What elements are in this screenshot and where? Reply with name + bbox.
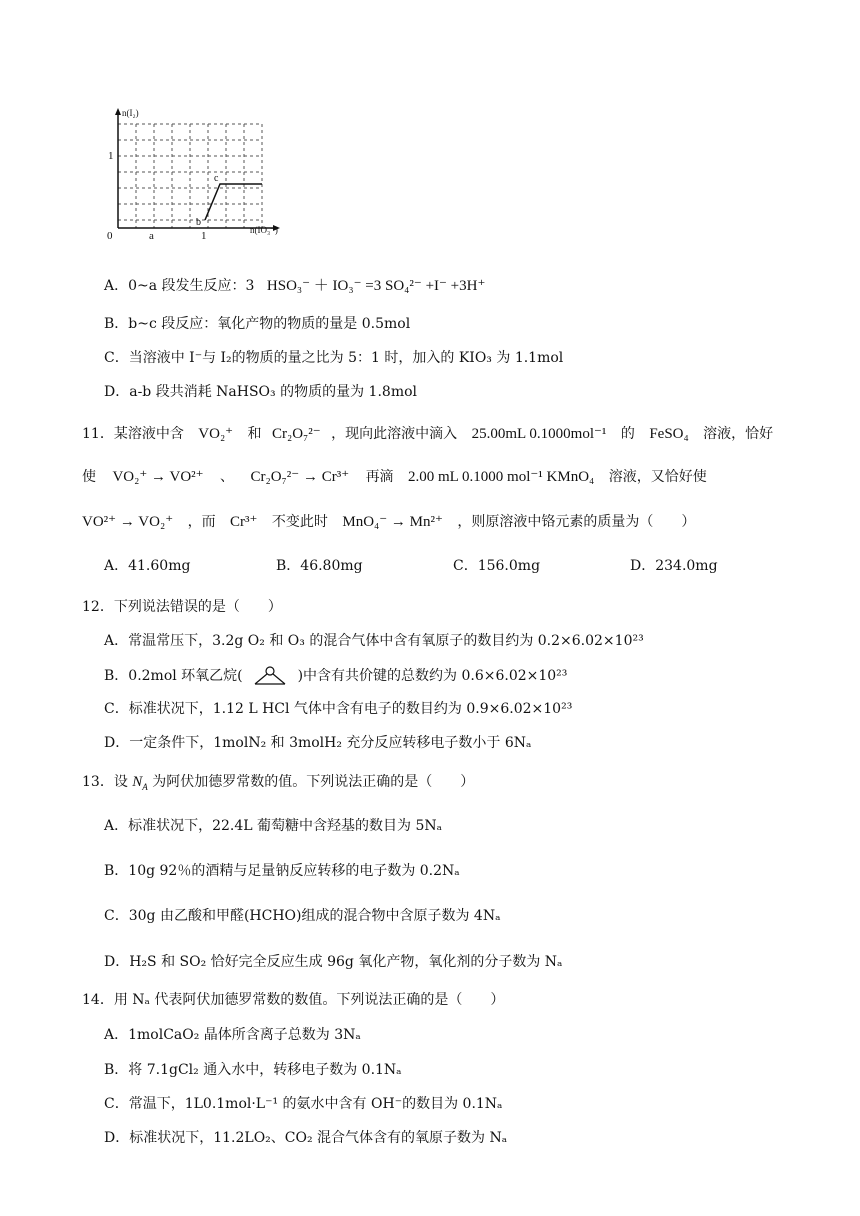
q11-text: 不变此时 [271, 514, 328, 530]
q13-option-a: A．标准状况下，22.4L 葡萄糖中含羟基的数目为 5Nₐ [104, 818, 443, 834]
q10-option-a-prefix: A．0~a 段发生反应：3 [104, 278, 255, 294]
q11-option-c: C．156.0mg [453, 558, 541, 574]
q11-option-a: A．41.60mg [104, 558, 191, 574]
q14-option-b: B．将 7.1gCl₂ 通入水中，转移电子数为 0.1Nₐ [104, 1062, 402, 1078]
q11-text: ，现向此溶液中滴入 [331, 426, 458, 442]
q11-text: 使 [82, 469, 96, 485]
q11-reaction-cr2o7-to-cr: Cr₂O₇²⁻ → Cr³⁺ [250, 469, 350, 485]
q11-stem-line1 [82, 425, 773, 443]
q11-reaction-mno4-to-mn: MnO₄⁻ → Mn²⁺ [342, 514, 443, 530]
q11-text: 的 [620, 426, 635, 442]
q10-option-b: B．b~c 段反应：氧化产物的物质的量是 0.5mol [104, 316, 411, 332]
epoxyethane-structure-icon [249, 665, 291, 687]
q11-text: 、 [220, 469, 235, 485]
q13-na-symbol: $N_A$ [132, 774, 148, 792]
q11-text: 溶液，恰好 [703, 426, 774, 442]
q11-option-b: B．46.80mg [276, 558, 363, 574]
x-tick-1: 1 [201, 230, 207, 242]
q12-option-b-text: )中含有共价键的总数约为 0.6×6.02×10²³ [297, 668, 568, 684]
q11-cr2o7: Cr₂O₇²⁻ [272, 426, 321, 442]
q11-text: 再滴 [365, 469, 394, 485]
q12-option-a: A．常温常压下，3.2g O₂ 和 O₃ 的混合气体中含有氧原子的数目约为 0.2×6.02×10²³ [104, 633, 644, 649]
y-axis-arrow [115, 108, 121, 115]
q10-option-c: C．当溶液中 I⁻与 I₂的物质的量之比为 5：1 时，加入的 KIO₃ 为 1.1mol [104, 350, 564, 366]
q12-option-c: C．标准状况下，1.12 L HCl 气体中含有电子的数目约为 0.9×6.02×10²³ [104, 701, 573, 717]
q12-stem: 12．下列说法错误的是（ ） [82, 599, 282, 615]
q13-stem [82, 773, 474, 791]
q11-reaction-vo2-to-vo: VO₂⁺ → VO²⁺ [112, 469, 204, 485]
q11-reaction-vo-to-vo2: VO²⁺ → VO₂⁺ [82, 514, 174, 530]
q12-option-b-text: B．0.2mol 环氧乙烷( [104, 668, 243, 684]
q14-option-a: A．1molCaO₂ 晶体所含离子总数为 3Nₐ [104, 1027, 361, 1043]
q13-option-c: C．30g 由乙酸和甲醛(HCHO)组成的混合物中含原子数为 4Nₐ [104, 908, 501, 924]
q11-vo2plus: VO₂⁺ [198, 426, 234, 442]
q14-stem: 14．用 Nₐ 代表阿伏加德罗常数的数值。下列说法正确的是（ ） [82, 992, 505, 1008]
q10-option-a-equation: HSO₃⁻ ＋ IO₃⁻ =3 SO₄²⁻ +I⁻ +3H⁺ [266, 278, 486, 294]
q13-option-d: D．H₂S 和 SO₂ 恰好完全反应生成 96g 氧化产物，氧化剂的分子数为 Nₐ [104, 954, 563, 970]
q14-option-c: C．常温下，1L0.1mol·L⁻¹ 的氨水中含有 OH⁻的数目为 0.1Nₐ [104, 1096, 503, 1112]
point-b-label: b [196, 217, 201, 228]
q14-option-d: D．标准状况下，11.2LO₂、CO₂ 混合气体含有的氧原子数为 Nₐ [104, 1130, 508, 1146]
q13-option-b: B．10g 92％的酒精与足量钠反应转移的电子数为 0.2Nₐ [104, 863, 460, 879]
q11-cr3plus: Cr³⁺ [230, 514, 258, 530]
q11-text: ，而 [187, 514, 216, 530]
q11-stem-line2 [82, 468, 707, 486]
q10-option-d: D．a-b 段共消耗 NaHSO₃ 的物质的量为 1.8mol [104, 384, 417, 400]
q10-option-a [104, 277, 485, 295]
q11-text: 11．某溶液中含 [82, 426, 184, 442]
point-c-label: c [214, 173, 219, 184]
q11-text: ，则原溶液中铬元素的质量为（ ） [457, 514, 696, 530]
q11-feso4-volume: 25.00mL 0.1000mol⁻¹ [471, 426, 607, 442]
q12-option-d: D．一定条件下，1molN₂ 和 3molH₂ 充分反应转移电子数小于 6Nₐ [104, 735, 532, 751]
y-tick-1: 1 [108, 150, 114, 162]
y-axis-label: n(I₂) [122, 108, 139, 118]
iodine-graph [100, 102, 290, 242]
q12-option-b [104, 665, 567, 687]
graph-grid [118, 124, 262, 228]
x-tick-a: a [149, 230, 154, 242]
q13-stem-text: 13．设 [82, 774, 128, 790]
q11-text: 溶液，又恰好使 [608, 469, 707, 485]
q11-option-d: D．234.0mg [630, 558, 718, 574]
q11-text: 和 [247, 426, 262, 442]
q11-stem-line3 [82, 513, 695, 531]
origin-label: 0 [107, 230, 113, 242]
x-axis-label: n(IO₃⁻) [250, 225, 278, 235]
q13-stem-text: 为阿伏加德罗常数的值。下列说法正确的是（ ） [152, 774, 475, 790]
graph-series-line [205, 184, 262, 220]
q11-feso4: FeSO₄ [649, 426, 689, 442]
q11-kmno4-volume: 2.00 mL 0.1000 mol⁻¹ KMnO₄ [408, 469, 595, 485]
